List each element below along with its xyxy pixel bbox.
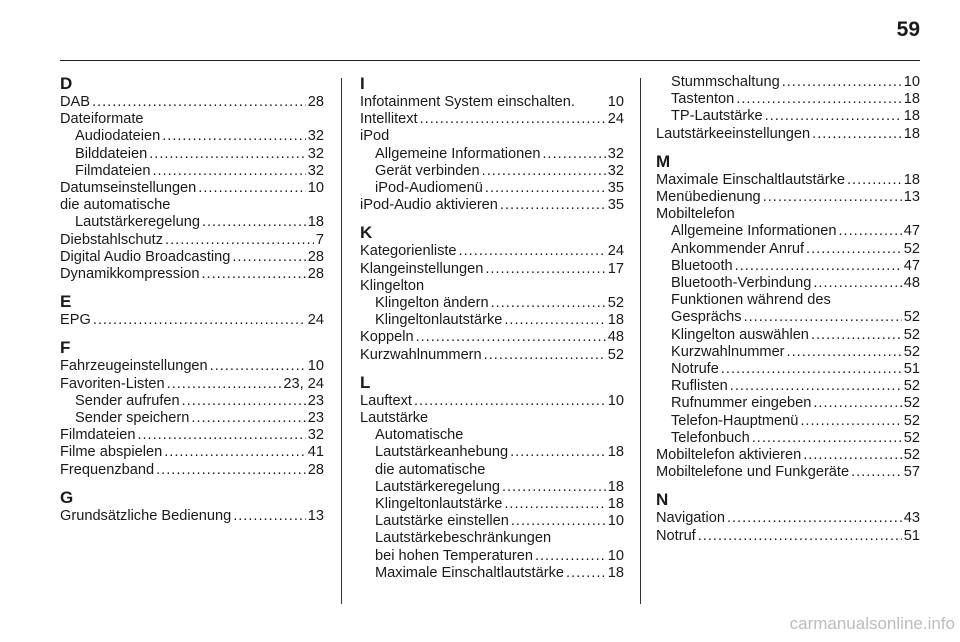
dot-leader — [491, 295, 606, 312]
entry-page-ref: 18 — [607, 312, 624, 329]
entry-page-ref: 52 — [903, 378, 920, 395]
index-group — [360, 373, 624, 582]
index-entry: die automatische — [375, 461, 486, 478]
entry-page-ref: 35 — [607, 197, 624, 214]
entry-page-ref: 17 — [607, 260, 624, 277]
entry-term: Sender speichern — [75, 410, 190, 427]
index-letter-heading: G — [60, 487, 74, 507]
entry-term: Gerät verbinden — [375, 162, 480, 179]
index-letter-heading: F — [60, 338, 71, 358]
dot-leader — [167, 376, 282, 393]
dot-leader — [500, 197, 606, 214]
entry-page-ref: 52 — [903, 429, 920, 446]
index-entry — [656, 361, 920, 378]
index-entry — [360, 393, 624, 410]
dot-leader — [191, 410, 305, 427]
index-entry — [60, 393, 324, 410]
entry-page-ref: 10 — [607, 513, 624, 530]
dot-leader — [92, 94, 306, 111]
index-entry: Lautstärkebeschränkungen — [375, 530, 552, 547]
entry-term: Lautstärkeregelung — [75, 214, 200, 231]
dot-leader — [149, 146, 306, 163]
dot-leader — [752, 430, 902, 447]
entry-term: Infotainment System einschalten. — [360, 94, 575, 110]
dot-leader — [727, 510, 902, 527]
column-divider — [341, 78, 342, 604]
entry-page-ref: 18 — [607, 478, 624, 495]
index-letter-heading: L — [360, 372, 371, 392]
entry-term: Menübedienung — [656, 189, 761, 206]
entry-page-ref: 51 — [903, 361, 920, 378]
index-entry — [360, 496, 624, 513]
index-entry: Dateiformate — [60, 111, 144, 128]
dot-leader — [137, 427, 305, 444]
entry-term: Lautstärkeregelung — [375, 478, 500, 495]
entry-term: Notrufe — [671, 361, 719, 378]
index-letter-heading: E — [60, 292, 72, 312]
index-entry — [60, 94, 324, 111]
dot-leader — [698, 528, 902, 545]
dot-leader — [803, 447, 902, 464]
dot-leader — [484, 347, 606, 364]
entry-term: Dynamikkompression — [60, 266, 200, 283]
dot-leader — [162, 128, 306, 145]
index-column-2 — [360, 74, 624, 582]
entry-page-ref: 52 — [903, 240, 920, 257]
entry-term: Intellitext — [360, 111, 418, 128]
dot-leader — [210, 358, 306, 375]
dot-leader — [198, 180, 305, 197]
entry-term: Favoriten-Listen — [60, 375, 165, 392]
entry-page-ref: 52 — [903, 412, 920, 429]
index-entry — [60, 232, 324, 249]
index-group — [60, 74, 324, 283]
index-entry — [656, 413, 920, 430]
entry-page-ref: 28 — [307, 461, 324, 478]
entry-term: Rufnummer eingeben — [671, 395, 812, 412]
entry-term: Diebstahlschutz — [60, 231, 164, 248]
dot-leader — [813, 275, 901, 292]
entry-page-ref: 28 — [307, 94, 324, 110]
entry-page-ref: 23 — [307, 410, 324, 427]
index-entry — [656, 172, 920, 189]
entry-page-ref: 35 — [607, 180, 624, 197]
index-entry — [60, 358, 324, 375]
entry-term: Telefon-Hauptmenü — [671, 412, 799, 429]
dot-leader — [730, 378, 902, 395]
index-group — [656, 74, 920, 143]
index-entry — [360, 261, 624, 278]
index-entry — [360, 565, 624, 582]
entry-page-ref: 7 — [315, 231, 324, 248]
index-entry — [60, 266, 324, 283]
index-entry — [60, 376, 324, 393]
header-rule — [60, 60, 920, 61]
index-entry — [656, 91, 920, 108]
dot-leader — [811, 327, 902, 344]
entry-page-ref: 24 — [307, 312, 324, 329]
dot-leader — [232, 249, 305, 266]
index-entry — [60, 214, 324, 231]
dot-leader — [93, 312, 306, 329]
entry-page-ref: 51 — [903, 527, 920, 544]
entry-term: Maximale Einschaltlautstärke — [656, 171, 845, 188]
entry-page-ref: 32 — [607, 162, 624, 179]
index-entry — [656, 528, 920, 545]
entry-page-ref: 48 — [903, 275, 920, 292]
entry-term: Bluetooth-Verbindung — [671, 275, 812, 292]
entry-page-ref: 23 — [307, 392, 324, 409]
entry-term: Klingelton ändern — [375, 295, 489, 312]
entry-term: Ankommender Anruf — [671, 240, 805, 257]
entry-page-ref: 52 — [903, 395, 920, 412]
column-divider — [640, 78, 641, 604]
entry-term: Sender aufrufen — [75, 392, 180, 409]
dot-leader — [233, 508, 306, 525]
entry-page-ref: 52 — [903, 309, 920, 326]
entry-term: iPod-Audio aktivieren — [360, 197, 498, 214]
entry-term: Koppeln — [360, 329, 414, 346]
page-number: 59 — [896, 18, 920, 41]
entry-term: Lautstärke einstellen — [375, 513, 509, 530]
index-entry — [656, 447, 920, 464]
entry-page-ref: 24 — [607, 111, 624, 128]
index-letter-heading: N — [656, 490, 669, 510]
entry-term: Kurzwahlnummer — [671, 343, 785, 360]
index-group — [60, 488, 324, 525]
entry-page-ref: 52 — [903, 343, 920, 360]
entry-term: Klingelton auswählen — [671, 326, 809, 343]
entry-page-ref: 18 — [903, 108, 920, 125]
dot-leader — [812, 126, 902, 143]
index-entry — [656, 378, 920, 395]
index-letter-heading: M — [656, 151, 671, 171]
entry-term: Maximale Einschaltlautstärke — [375, 564, 564, 581]
index-entry — [656, 223, 920, 240]
index-entry: iPod — [360, 128, 390, 145]
index-entry — [360, 444, 624, 461]
entry-term: Filmdateien — [75, 162, 151, 179]
dot-leader — [482, 163, 606, 180]
index-entry — [360, 163, 624, 180]
index-entry — [60, 249, 324, 266]
index-entry — [360, 180, 624, 197]
entry-term: TP-Lautstärke — [671, 108, 763, 125]
index-entry — [60, 462, 324, 479]
entry-term: Allgemeine Informationen — [375, 145, 541, 162]
index-entry — [60, 180, 324, 197]
entry-page-ref: 10 — [607, 547, 624, 564]
entry-page-ref: 10 — [607, 94, 624, 110]
index-entry — [656, 430, 920, 447]
index-entry — [656, 258, 920, 275]
entry-page-ref: 23, 24 — [283, 375, 324, 392]
dot-leader — [202, 214, 306, 231]
entry-term: iPod-Audiomenü — [375, 180, 483, 197]
index-letter-heading: K — [360, 223, 373, 243]
entry-page-ref: 52 — [903, 447, 920, 464]
entry-page-ref: 13 — [307, 507, 324, 524]
entry-term: Grundsätzliche Bedienung — [60, 507, 232, 524]
entry-page-ref: 52 — [607, 346, 624, 363]
entry-page-ref: 10 — [903, 74, 920, 90]
index-entry — [60, 508, 324, 525]
index-group — [656, 490, 920, 544]
index-entry — [360, 312, 624, 329]
entry-term: DAB — [60, 94, 91, 110]
entry-term: Klingeltonlautstärke — [375, 496, 503, 513]
entry-term: Klangeinstellungen — [360, 260, 484, 277]
entry-page-ref: 18 — [903, 125, 920, 142]
index-entry: die automatische — [60, 197, 171, 214]
dot-leader — [504, 496, 605, 513]
entry-term: bei hohen Temperaturen — [375, 547, 533, 564]
dot-leader — [839, 223, 902, 240]
dot-leader — [535, 548, 606, 565]
index-entry — [656, 108, 920, 125]
index-group — [60, 292, 324, 329]
index-entry — [360, 146, 624, 163]
dot-leader — [420, 111, 606, 128]
index-entry: Mobiltelefon — [656, 206, 735, 223]
dot-leader — [485, 261, 605, 278]
index-entry — [656, 189, 920, 206]
entry-page-ref: 41 — [307, 444, 324, 461]
index-column-3 — [656, 74, 920, 545]
dot-leader — [744, 309, 902, 326]
entry-term: Filmdateien — [60, 427, 136, 444]
entry-term: EPG — [60, 312, 91, 329]
index-entry: Lautstärke — [360, 410, 429, 427]
dot-leader — [736, 91, 901, 108]
dot-leader — [787, 344, 902, 361]
entry-term: Kategorienliste — [360, 243, 457, 260]
entry-page-ref: 18 — [607, 496, 624, 513]
entry-term: Kurzwahlnummern — [360, 346, 482, 363]
entry-term: Lautstärkeanhebung — [375, 444, 509, 461]
entry-term: Navigation — [656, 510, 725, 527]
dot-leader — [485, 180, 606, 197]
entry-page-ref: 32 — [307, 145, 324, 162]
index-group — [60, 338, 324, 478]
index-entry — [60, 163, 324, 180]
dot-leader — [459, 243, 606, 260]
entry-page-ref: 18 — [903, 171, 920, 188]
index-entry — [656, 275, 920, 292]
dot-leader — [164, 444, 306, 461]
dot-leader — [165, 232, 314, 249]
entry-page-ref: 28 — [307, 266, 324, 283]
index-entry — [656, 327, 920, 344]
dot-leader — [511, 513, 606, 530]
dot-leader — [502, 479, 606, 496]
entry-term: Telefonbuch — [671, 429, 750, 446]
entry-term: Ruflisten — [671, 378, 728, 395]
dot-leader — [847, 172, 902, 189]
index-entry — [656, 344, 920, 361]
entry-page-ref: 10 — [307, 358, 324, 375]
entry-page-ref: 18 — [307, 214, 324, 231]
entry-term: Bilddateien — [75, 145, 148, 162]
dot-leader — [416, 329, 606, 346]
entry-page-ref: 10 — [307, 180, 324, 197]
entry-term: Klingeltonlautstärke — [375, 312, 503, 329]
dot-leader — [765, 108, 902, 125]
entry-page-ref: 28 — [307, 248, 324, 265]
entry-term: Datumseinstellungen — [60, 180, 197, 197]
entry-page-ref: 32 — [307, 162, 324, 179]
entry-term: Digital Audio Broadcasting — [60, 248, 231, 265]
dot-leader — [800, 413, 901, 430]
entry-page-ref: 18 — [607, 444, 624, 461]
entry-page-ref: 32 — [307, 128, 324, 145]
dot-leader — [510, 444, 606, 461]
index-group — [360, 223, 624, 363]
index-entry — [60, 312, 324, 329]
entry-term: Fahrzeugeinstellungen — [60, 358, 208, 375]
index-entry — [656, 241, 920, 258]
index-entry — [360, 243, 624, 260]
dot-leader — [182, 393, 306, 410]
entry-term: Mobiltelefon aktivieren — [656, 447, 802, 464]
index-entry — [360, 347, 624, 364]
entry-page-ref: 18 — [903, 91, 920, 108]
index-letter-heading: I — [360, 74, 365, 93]
entry-term: Mobiltelefone und Funkgeräte — [656, 464, 850, 481]
index-entry — [60, 146, 324, 163]
entry-page-ref: 18 — [607, 564, 624, 581]
index-entry — [656, 74, 920, 91]
index-entry: Klingelton — [360, 277, 425, 294]
entry-page-ref: 47 — [903, 223, 920, 240]
index-entry — [360, 111, 624, 128]
index-entry: Funktionen während des — [671, 292, 831, 309]
index-entry — [60, 410, 324, 427]
dot-leader — [813, 395, 901, 412]
index-entry: Automatische — [375, 427, 464, 444]
entry-term: Tastenton — [671, 91, 735, 108]
index-entry — [360, 548, 624, 565]
entry-page-ref: 57 — [903, 464, 920, 481]
dot-leader — [806, 241, 902, 258]
index-letter-heading: D — [60, 74, 73, 93]
entry-term: Lauftext — [360, 392, 412, 409]
entry-term: Bluetooth — [671, 257, 733, 274]
entry-page-ref: 24 — [607, 243, 624, 260]
index-entry — [656, 126, 920, 143]
entry-page-ref: 52 — [607, 295, 624, 312]
index-group — [360, 74, 624, 214]
entry-term: Notruf — [656, 527, 696, 544]
index-entry — [360, 94, 624, 111]
dot-leader — [543, 146, 606, 163]
entry-page-ref: 52 — [903, 326, 920, 343]
entry-page-ref: 43 — [903, 510, 920, 527]
dot-leader — [735, 258, 902, 275]
index-entry — [60, 128, 324, 145]
index-entry — [360, 295, 624, 312]
index-entry — [360, 513, 624, 530]
entry-page-ref: 48 — [607, 329, 624, 346]
dot-leader — [414, 393, 606, 410]
index-entry — [656, 395, 920, 412]
index-group — [656, 152, 920, 482]
dot-leader — [566, 565, 606, 582]
watermark: carmanualsonline.info — [789, 614, 955, 633]
dot-leader — [504, 312, 605, 329]
entry-page-ref: 13 — [903, 189, 920, 206]
entry-term: Frequenzband — [60, 461, 155, 478]
dot-leader — [152, 163, 305, 180]
index-entry — [360, 197, 624, 214]
index-entry — [360, 479, 624, 496]
entry-term: Lautstärkeeinstellungen — [656, 125, 811, 142]
entry-term: Audiodateien — [75, 128, 161, 145]
dot-leader — [156, 462, 306, 479]
entry-page-ref: 10 — [607, 392, 624, 409]
dot-leader — [202, 266, 306, 283]
entry-term: Gesprächs — [671, 309, 742, 326]
entry-page-ref: 32 — [607, 145, 624, 162]
index-entry — [656, 510, 920, 527]
index-entry — [60, 427, 324, 444]
index-entry — [656, 309, 920, 326]
index-entry — [360, 329, 624, 346]
dot-leader — [763, 189, 902, 206]
entry-page-ref: 47 — [903, 257, 920, 274]
dot-leader — [782, 74, 902, 91]
entry-term: Stummschaltung — [671, 74, 780, 90]
index-entry — [656, 464, 920, 481]
entry-page-ref: 32 — [307, 427, 324, 444]
entry-term: Allgemeine Informationen — [671, 223, 837, 240]
dot-leader — [721, 361, 902, 378]
dot-leader — [851, 464, 902, 481]
entry-term: Filme abspielen — [60, 444, 163, 461]
index-entry — [60, 444, 324, 461]
index-column-1 — [60, 74, 324, 525]
